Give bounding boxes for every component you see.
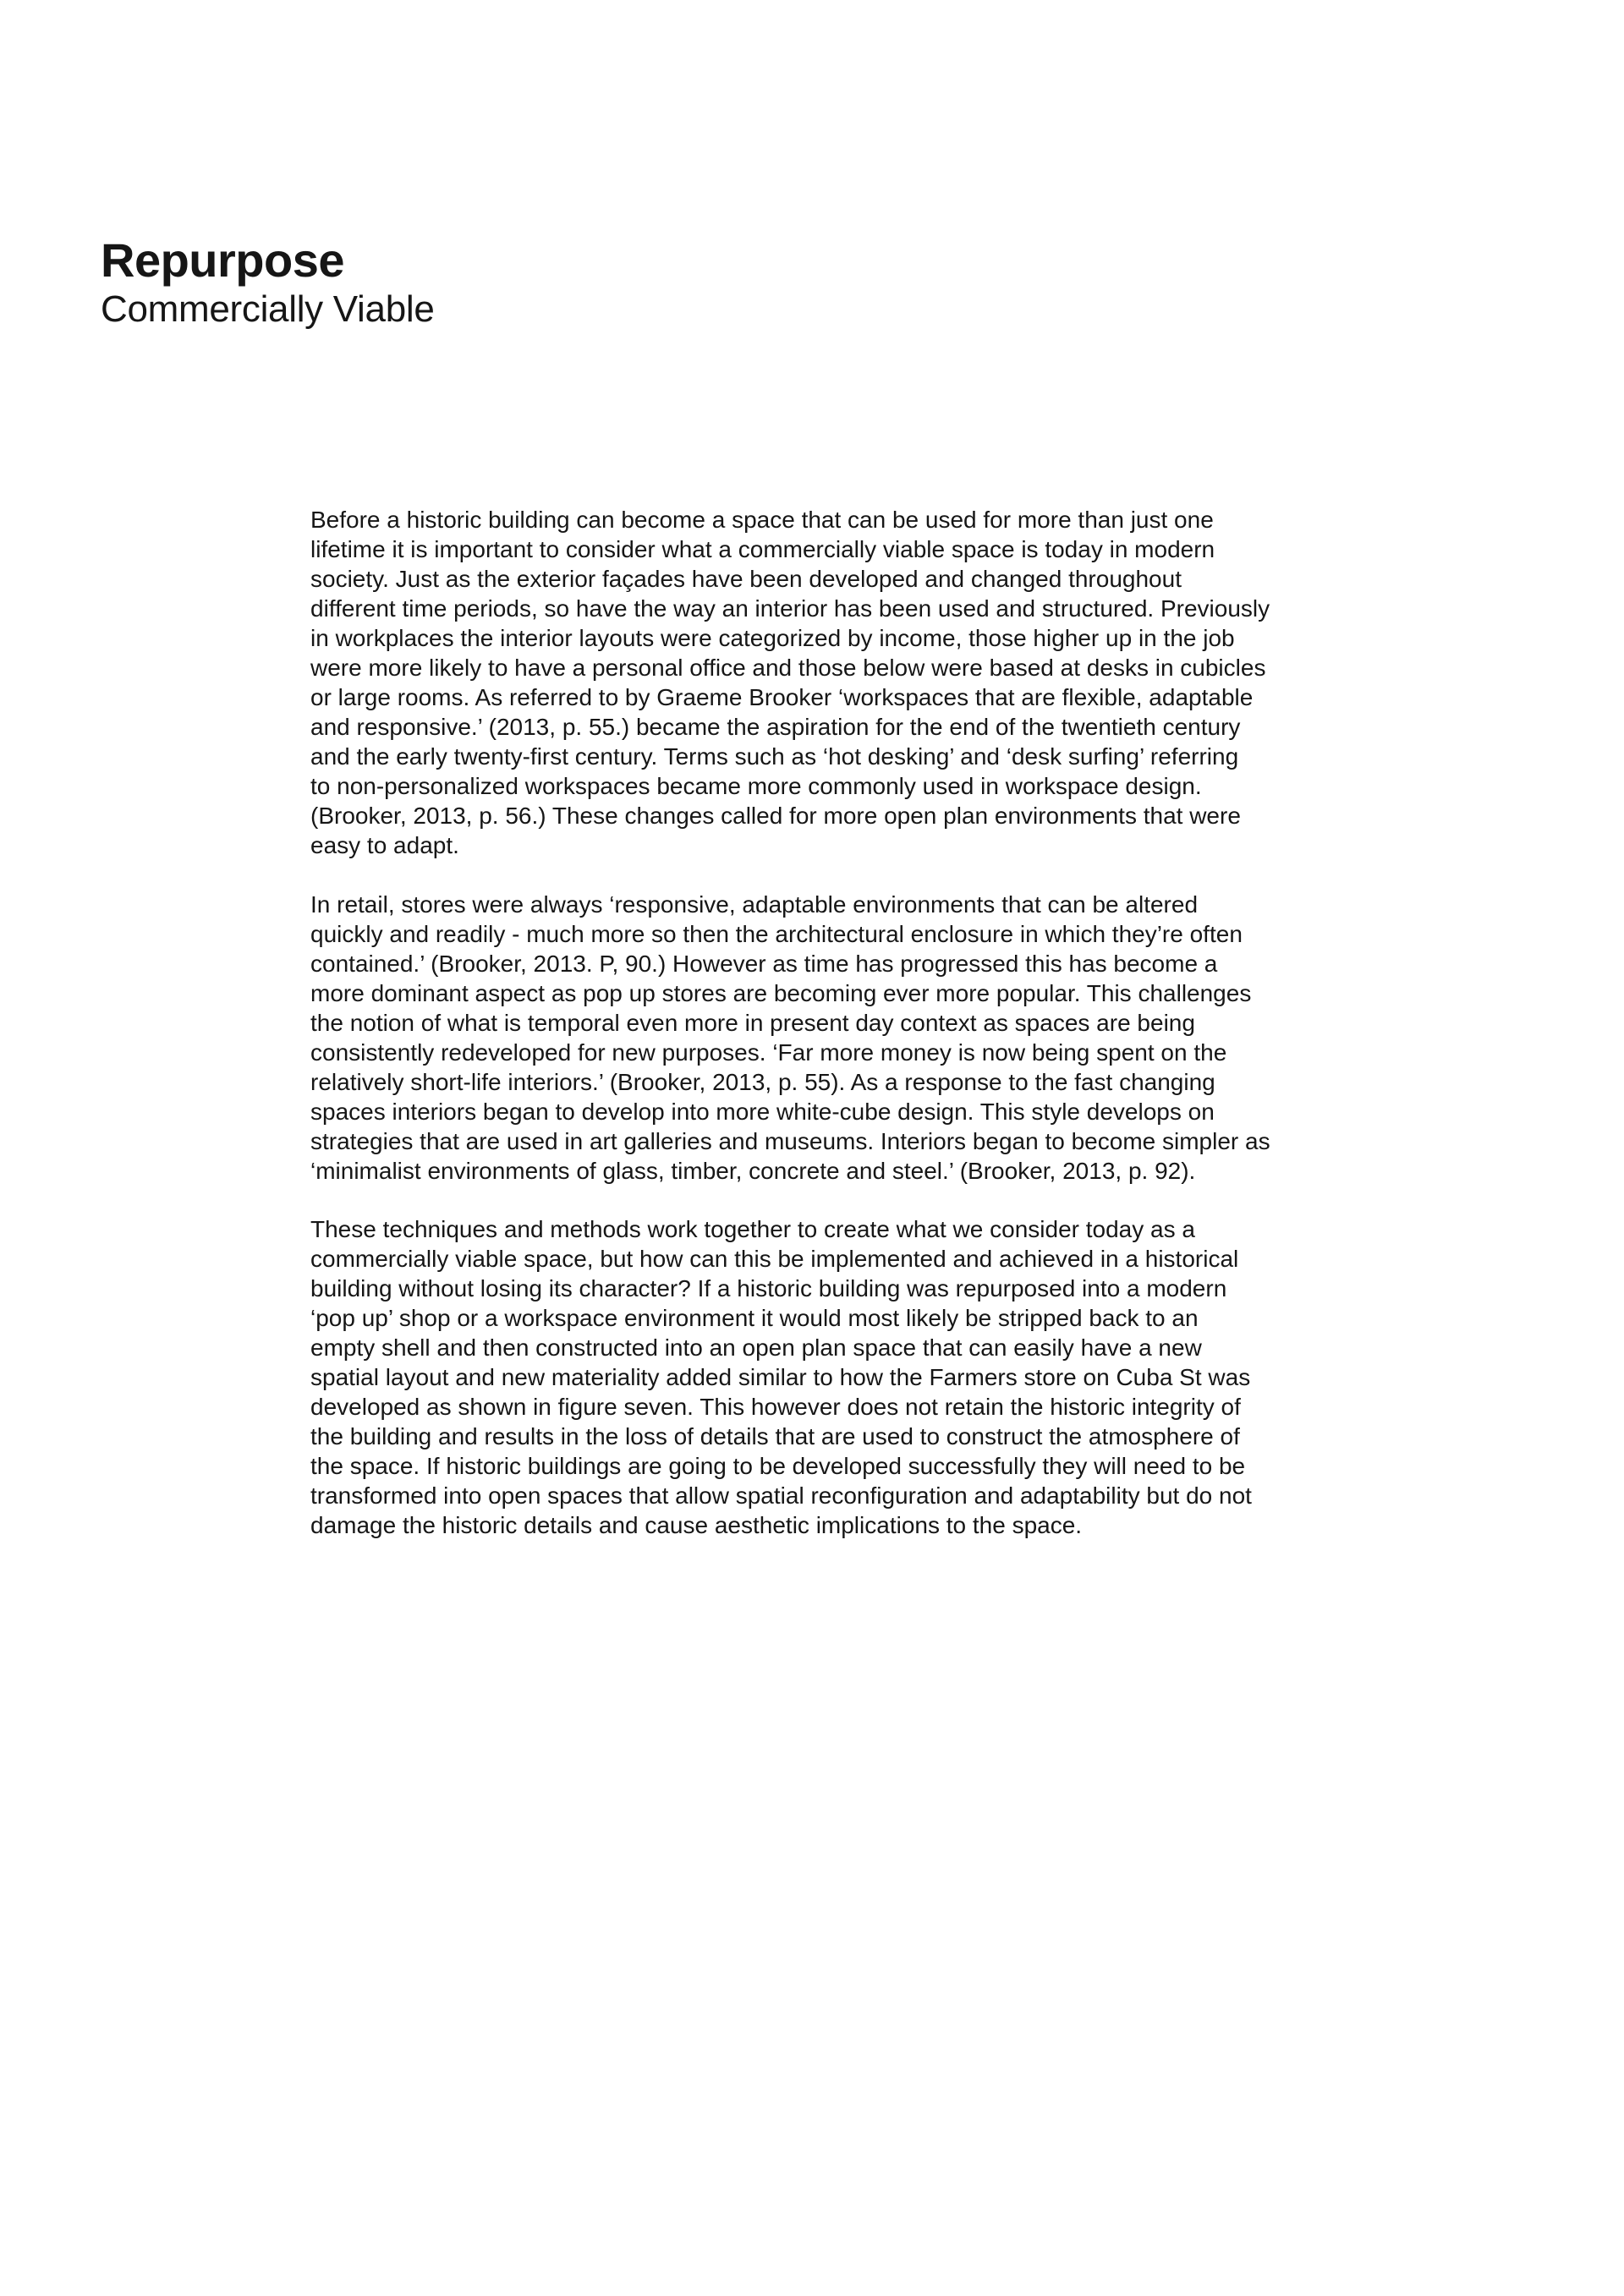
text-line: more dominant aspect as pop up stores are becoming ever more popular. This challenges <box>310 979 1252 1006</box>
text-line: spatial layout and new materiality added similar to how the Farmers store on Cuba St was <box>310 1364 1251 1390</box>
text-line: and the early twenty-first century. Terms such as ‘hot desking’ and ‘desk surfing’ referring <box>310 743 1239 770</box>
text-line: different time periods, so have the way an interior has been used and structured. Previously <box>310 595 1270 622</box>
text-line: in workplaces the interior layouts were categorized by income, those higher up in the job <box>310 625 1235 651</box>
body-text <box>310 505 1325 1540</box>
page-heading <box>101 233 1116 332</box>
text-line: lifetime it is important to consider what a commercially viable space is today in modern <box>310 536 1215 562</box>
text-line: commercially viable space, but how can this be implemented and achieved in a historical <box>310 1246 1239 1272</box>
text-line: ‘pop up’ shop or a workspace environment it would most likely be stripped back to an <box>310 1305 1199 1331</box>
text-line: the space. If historic buildings are going to be developed successfully they will need to be <box>310 1453 1246 1479</box>
page-title: Repurpose <box>101 233 344 287</box>
text-line: easy to adapt. <box>310 832 459 858</box>
text-line: were more likely to have a personal office and those below were based at desks in cubicles <box>310 655 1266 681</box>
text-line: empty shell and then constructed into an open plan space that can easily have a new <box>310 1334 1202 1361</box>
text-line: or large rooms. As referred to by Graeme Brooker ‘workspaces that are flexible, adaptable <box>310 684 1254 710</box>
text-line: building without losing its character? If a historic building was repurposed into a modern <box>310 1275 1227 1301</box>
text-line: These techniques and methods work together to create what we consider today as a <box>310 1216 1195 1242</box>
text-line: spaces interiors began to develop into more white-cube design. This style develops on <box>310 1098 1215 1125</box>
text-line: Before a historic building can become a space that can be used for more than just one <box>310 507 1214 533</box>
text-line: society. Just as the exterior façades have been developed and changed throughout <box>310 566 1182 592</box>
text-line: transformed into open spaces that allow spatial reconfiguration and adaptability but do not <box>310 1482 1252 1509</box>
text-line: ‘minimalist environments of glass, timber, concrete and steel.’ (Brooker, 2013, p. 92). <box>310 1157 1196 1184</box>
text-line: and responsive.’ (2013, p. 55.) became the aspiration for the end of the twentieth century <box>310 714 1241 740</box>
text-line: damage the historic details and cause aesthetic implications to the space. <box>310 1512 1083 1538</box>
text-line: (Brooker, 2013, p. 56.) These changes called for more open plan environments that were <box>310 803 1241 829</box>
page-subtitle: Commercially Viable <box>101 288 435 330</box>
text-line: to non-personalized workspaces became more commonly used in workspace design. <box>310 773 1202 799</box>
text-line: the notion of what is temporal even more in present day context as spaces are being <box>310 1009 1195 1036</box>
text-line: consistently redeveloped for new purposes. ‘Far more money is now being spent on the <box>310 1038 1227 1066</box>
text-line: relatively short-life interiors.’ (Brooker, 2013, p. 55). As a response to the fast changing <box>310 1068 1215 1095</box>
text-line: quickly and readily - much more so then the architectural enclosure in which they’re often <box>310 920 1243 947</box>
text-line: developed as shown in figure seven. This however does not retain the historic integrity of <box>310 1394 1241 1420</box>
text-line: the building and results in the loss of details that are used to construct the atmosphere of <box>310 1423 1240 1449</box>
text-line: contained.’ (Brooker, 2013. P, 90.) However as time has progressed this has become a <box>310 950 1218 977</box>
paragraph-techniques <box>310 1214 1325 1540</box>
paragraph-workspaces <box>310 505 1325 860</box>
paragraph-retail <box>310 890 1325 1186</box>
text-line: In retail, stores were always ‘responsive, adaptable environments that can be altered <box>310 890 1199 918</box>
text-line: strategies that are used in art galleries and museums. Interiors began to become simpler as <box>310 1127 1270 1154</box>
